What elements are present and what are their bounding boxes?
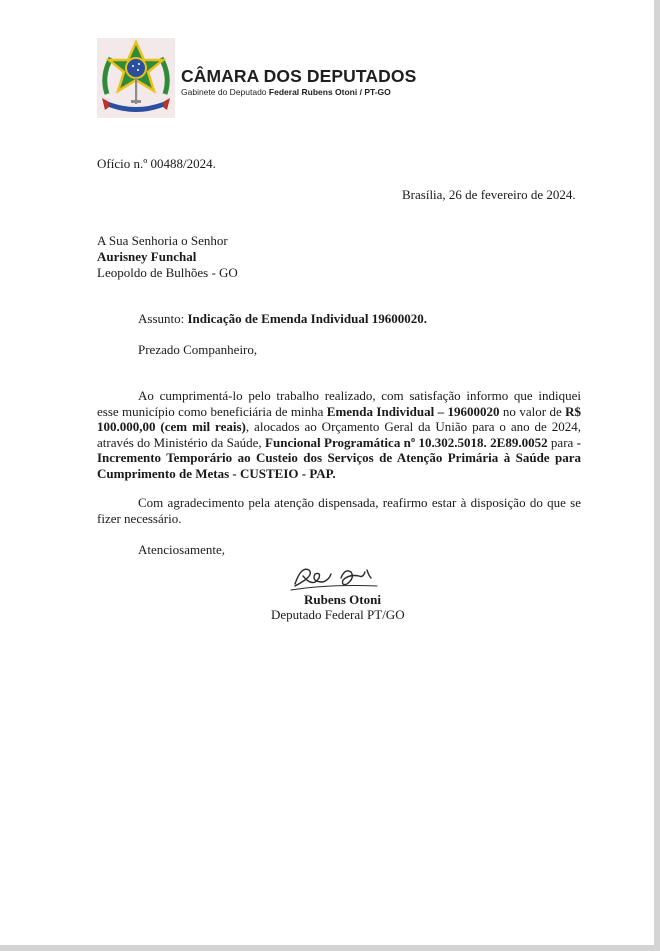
handwritten-signature-icon: [289, 560, 385, 594]
body1-text-3: , alocados ao Orçamento Geral da União para o ano de 2024, através do Ministério da Saúde,: [97, 419, 581, 450]
amendment-value: R$ 100.000,00 (cem mil reais): [97, 403, 582, 434]
body1-text-2: no valor de: [499, 403, 566, 419]
amendment-number: Emenda Individual – 19600020: [326, 403, 500, 419]
body1-text-1: Ao cumprimentá-lo pelo trabalho realizado, com satisfação informo que indiquei esse município como beneficiária de minha: [97, 388, 581, 419]
recipient-location: Leopoldo de Bulhões - GO: [97, 265, 238, 280]
body-paragraph-1: [97, 388, 581, 481]
recipient-salutation: A Sua Senhoria o Senhor: [97, 233, 228, 248]
office-name: Federal Rubens Otoni / PT-GO: [268, 87, 391, 97]
letter-reference: Ofício n.º 00488/2024.: [97, 156, 216, 171]
brazil-coat-of-arms-icon: [97, 38, 175, 118]
subject-line: [138, 311, 427, 327]
page-edge-right: [654, 0, 660, 951]
institution-title: CÂMARA DOS DEPUTADOS: [181, 66, 417, 86]
signatory-role: Deputado Federal PT/GO: [271, 607, 405, 622]
page-edge-bottom: [0, 945, 660, 951]
recipient-name: Aurisney Funchal: [97, 249, 197, 264]
body-paragraph-2: Com agradecimento pela atenção dispensada, reafirmo estar à disposição do que se fizer necessário.: [97, 495, 581, 526]
programmatic-code: Funcional Programática nº 10.302.5018. 2E89.0052: [265, 434, 548, 450]
subject-label: Assunto:: [138, 311, 185, 326]
program-description: - Incremento Temporário ao Custeio dos Serviços de Atenção Primária à Saúde para Cumprimento de Metas - CUSTEIO - PAP.: [97, 434, 582, 481]
subject-text: Indicação de Emenda Individual 19600020.: [187, 311, 427, 326]
office-subtitle: [181, 87, 391, 97]
greeting: Prezado Companheiro,: [138, 342, 258, 357]
signatory-name: Rubens Otoni: [304, 592, 381, 607]
place-date: Brasília, 26 de fevereiro de 2024.: [402, 187, 576, 202]
closing: Atenciosamente,: [138, 542, 225, 557]
office-prefix: Gabinete do Deputado: [181, 87, 267, 97]
body1-text-4: para: [547, 434, 577, 450]
